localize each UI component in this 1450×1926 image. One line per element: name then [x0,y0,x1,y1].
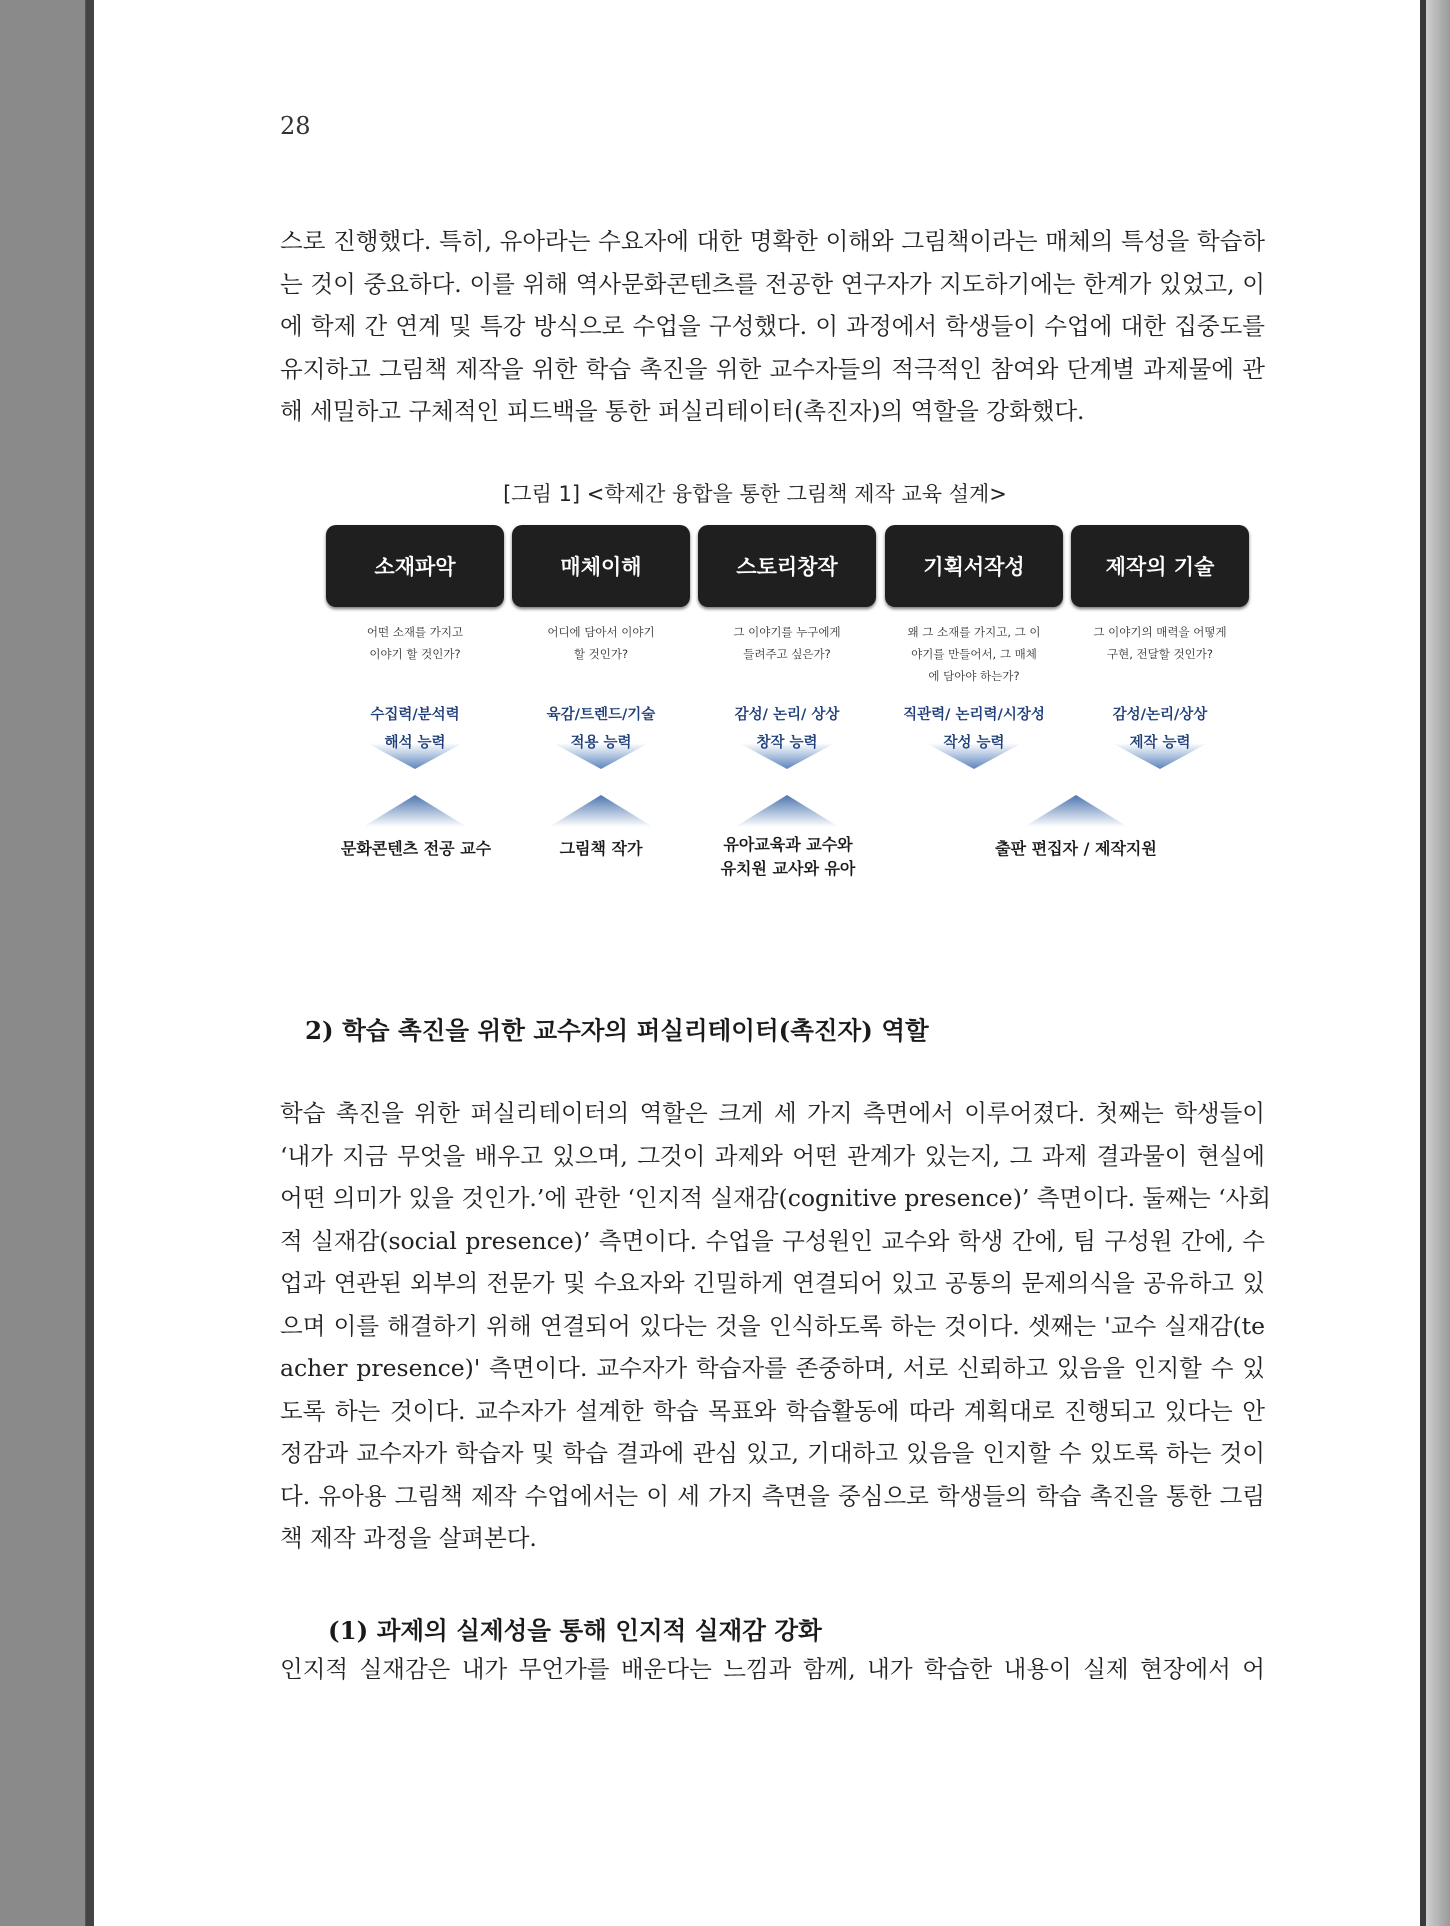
stage-header: 스토리창작 [698,525,876,607]
text-line: 책 제작 과정을 살펴본다. [280,1524,537,1552]
stage-skill: 육감/트렌드/기술 적용 능력 [546,707,656,751]
section-title: 2) 학습 촉진을 위한 교수자의 퍼실리테이터(촉진자) 역할 [305,1016,929,1045]
text-line: 다. 유아용 그림책 제작 수업에서는 이 세 가지 측면을 중심으로 학생들의 학습 촉진을 통한 그림 [280,1481,1265,1510]
text-line: 에 학제 간 연계 및 특강 방식으로 수업을 구성했다. 이 과정에서 학생들이 수업에 대한 집중도를 [280,312,1265,340]
text-line: acher presence)' 측면이다. 교수자가 학습자를 존중하며, 서로 신뢰하고 있음을 인지할 수 있 [280,1354,1265,1382]
continuation-paragraph [280,1648,1265,1691]
stage-skill: 수집력/분석력 해석 능력 [370,707,460,751]
text-line: ‘내가 지금 무엇을 배우고 있으며, 그것이 과제와 어떤 관계가 있는지, 그 과제 결과물이 현실에 [280,1141,1265,1170]
up-arrow-icon [549,795,653,827]
figure-caption: [그림 1] <학제간 융합을 통한 그림책 제작 교육 설계> [503,482,1007,506]
role-label: 유아교육과 교수와 유치원 교사와 유아 [720,835,856,878]
text-line: 유지하고 그림책 제작을 위한 학습 촉진을 위한 교수자들의 적극적인 참여와 단계별 과제물에 관 [280,354,1265,383]
text-line: 학습 촉진을 위한 퍼실리테이터의 역할은 크게 세 가지 측면에서 이루어졌다. 첫째는 학생들이 [280,1099,1265,1127]
role-label: 그림책 작가 [559,839,643,858]
stage-question: 어디에 담아서 이야기 할 것인가? [547,625,655,661]
stage-header: 매체이해 [512,525,690,607]
intro-paragraph [280,220,1265,433]
figure-diagram [326,525,1256,885]
up-arrow-icon [1024,795,1128,827]
role-label: 문화콘텐츠 전공 교수 [340,839,492,858]
text-line: 해 세밀하고 구체적인 피드백을 통한 퍼실리테이터(촉진자)의 역할을 강화했다. [280,397,1085,425]
stage-header: 소재파악 [326,525,504,607]
text-line: 으며 이를 해결하기 위해 연결되어 있다는 것을 인식하도록 하는 것이다. 셋째는 '교수 실재감(te [280,1311,1265,1340]
stage-skill: 직관력/ 논리력/시장성 작성 능력 [903,707,1045,751]
stage-skill: 감성/ 논리/ 상상 창작 능력 [734,707,840,751]
text-line: 스로 진행했다. 특히, 유아라는 수요자에 대한 명확한 이해와 그림책이라는 매체의 특성을 학습하 [280,227,1265,255]
sub-section-title: (1) 과제의 실제성을 통해 인지적 실재감 강화 [328,1616,822,1645]
stage-skill: 감성/논리/상상 제작 능력 [1112,707,1208,751]
text-line: 어떤 의미가 있을 것인가.’에 관한 ‘인지적 실재감(cognitive presence)’ 측면이다. 둘째는 ‘사회 [280,1184,1271,1212]
text-line: 적 실재감(social presence)’ 측면이다. 수업을 구성원인 교수와 학생 간에, 팀 구성원 간에, 수 [280,1226,1265,1255]
text-line: 도록 하는 것이다. 교수자가 설계한 학습 목표와 학습활동에 따라 계획대로 진행되고 있다는 안 [280,1396,1265,1425]
body-paragraph [280,1092,1271,1560]
page-left-edge [86,0,94,1926]
stage-question: 그 이야기를 누구에게 들려주고 싶은가? [733,625,841,661]
stage-header: 제작의 기술 [1071,525,1249,607]
text-line: 업과 연관된 외부의 전문가 및 수요자와 긴밀하게 연결되어 있고 공통의 문제의식을 공유하고 있 [280,1269,1265,1297]
page-number: 28 [280,112,311,140]
up-arrow-icon [735,795,839,827]
text-line: 정감과 교수자가 학습자 및 학습 결과에 관심 있고, 기대하고 있음을 인지할 수 있도록 하는 것이 [280,1439,1265,1467]
stage-question: 어떤 소재를 가지고 이야기 할 것인가? [366,625,464,661]
text-line: 는 것이 중요하다. 이를 위해 역사문화콘텐츠를 전공한 연구자가 지도하기에는 한계가 있었고, 이 [280,269,1265,298]
page-right-edge [1426,0,1450,1926]
stage-question: 그 이야기의 매력을 어떻게 구현, 전달할 것인가? [1093,625,1227,661]
text-line: 인지적 실재감은 내가 무언가를 배운다는 느낌과 함께, 내가 학습한 내용이 실제 현장에서 어 [280,1655,1265,1683]
role-label: 출판 편집자 / 제작지원 [995,839,1157,858]
up-arrow-icon [363,795,467,827]
stage-header: 기획서작성 [885,525,1063,607]
stage-question: 왜 그 소재를 가지고, 그 이 야기를 만들어서, 그 매체 에 담아야 하는가? [907,625,1041,683]
